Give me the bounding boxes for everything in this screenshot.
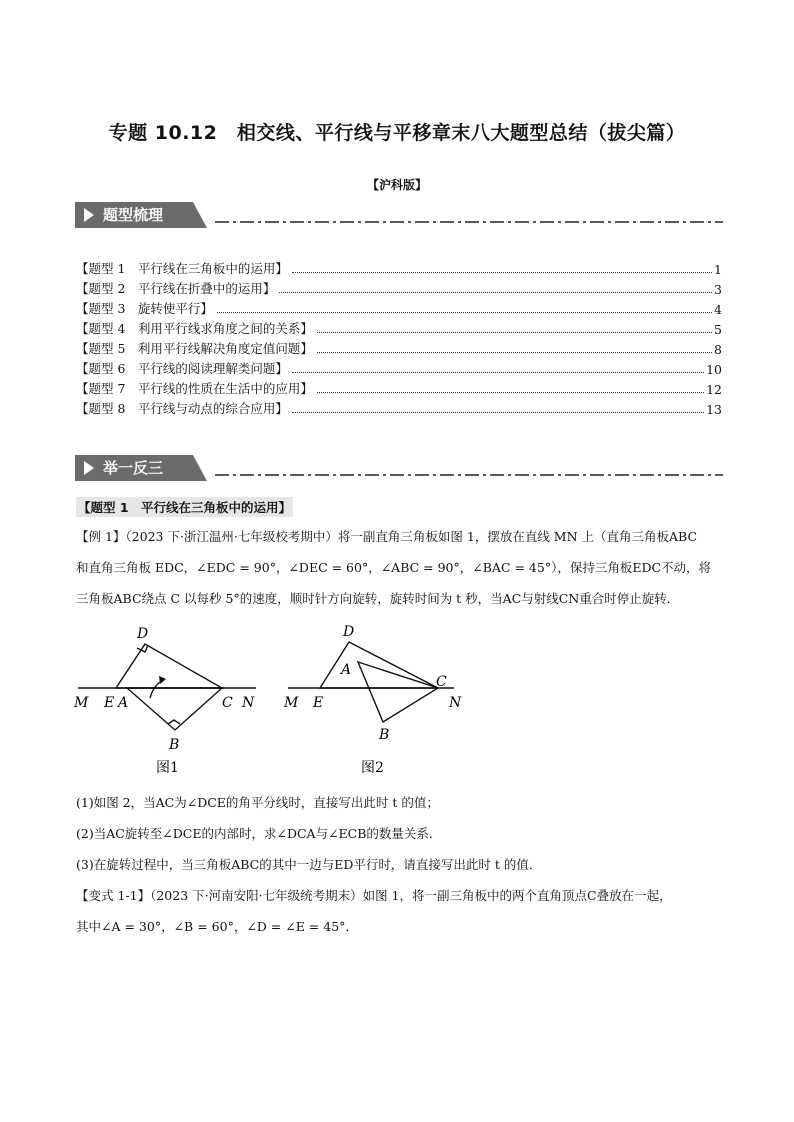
toc-entry-page: 8 [714, 342, 722, 357]
fig1-label-e: E [104, 695, 115, 711]
geometry-figures [70, 618, 490, 783]
toc-leader [292, 412, 704, 413]
figure-1 [78, 644, 256, 730]
toc-entry[interactable] [76, 297, 722, 317]
toc-entry-label: 【题型 1 平行线在三角板中的运用】 [76, 261, 288, 276]
fig1-label-m: M [74, 695, 89, 711]
fig1-label-b: B [169, 737, 180, 753]
rotation-arrow [150, 680, 164, 698]
right-angle-mark-b [168, 720, 180, 724]
example-text [76, 521, 726, 614]
fig2-label-b: B [379, 727, 390, 743]
fig2-label-e: E [313, 695, 324, 711]
toc-entry-page: 1 [714, 262, 722, 277]
questions [76, 787, 726, 942]
toc-entry-page: 4 [714, 302, 722, 317]
toc-leader [317, 392, 704, 393]
section-header-toc [75, 200, 725, 230]
toc-entry-page: 13 [706, 402, 722, 417]
triangle-abc [127, 688, 222, 730]
figure-1-caption: 图1 [156, 760, 179, 776]
section-header-graphic [75, 200, 725, 230]
edition-label: 【沪科版】 [366, 178, 427, 192]
question-1: (1)如图 2，当AC为∠DCE的角平分线时，直接写出此时 t 的值； [76, 795, 439, 810]
question-2: (2)当AC旋转至∠DCE的内部时，求∠DCA与∠ECB的数量关系． [76, 826, 442, 841]
toc-leader [317, 332, 712, 333]
toc-entry[interactable] [76, 277, 722, 297]
fig2-label-d: D [343, 624, 355, 640]
text-line: 【例 1】（2023 下·浙江温州·七年级校考期中）将一副直角三角板如图 1，摆放在直线 MN 上（直角三角板ABC [76, 529, 698, 544]
toc-entry[interactable] [76, 377, 722, 397]
toc-entry[interactable] [76, 397, 722, 417]
variant-text-line: 【变式 1-1】（2023 下·河南安阳·七年级统考期末）如图 1，将一副三角板中的两个直角顶点C叠放在一起， [76, 888, 672, 903]
toc-entry-label: 【题型 5 利用平行线解决角度定值问题】 [76, 341, 313, 356]
toc-entry-label: 【题型 8 平行线与动点的综合应用】 [76, 401, 288, 416]
toc-entry-page: 5 [714, 322, 722, 337]
toc-leader [279, 292, 712, 293]
triangle-abc [358, 662, 438, 722]
toc-entry-label: 【题型 4 利用平行线求角度之间的关系】 [76, 321, 313, 336]
toc-entry-page: 12 [706, 382, 722, 397]
figure-2-caption: 图2 [361, 760, 384, 776]
fig2-label-a: A [341, 662, 352, 678]
rotation-arrow-head [159, 676, 166, 684]
text-line: 和直角三角板 EDC，∠EDC = 90°，∠DEC = 60°，∠ABC = 90°，∠BAC = 45°），保持三角板EDC不动，将 [76, 560, 712, 575]
toc-leader [292, 372, 704, 373]
variant-text-line: 其中∠A = 30°，∠B = 60°，∠D = ∠E = 45°． [76, 919, 358, 934]
fig1-label-a: A [118, 695, 129, 711]
section-title: 题型梳理 [103, 206, 164, 224]
toc-leader [317, 352, 712, 353]
toc-entry[interactable] [76, 317, 722, 337]
play-arrow-icon [84, 208, 94, 222]
table-of-contents [76, 257, 722, 417]
toc-entry[interactable] [76, 357, 722, 377]
section-title: 举一反三 [103, 459, 164, 477]
fig2-label-n: N [449, 695, 462, 711]
toc-entry-label: 【题型 7 平行线的性质在生活中的应用】 [76, 381, 313, 396]
section-header-practice [75, 453, 725, 483]
question-3: (3)在旋转过程中，当三角板ABC的其中一边与ED平行时，请直接写出此时 t 的值． [76, 857, 542, 872]
toc-entry-label: 【题型 2 平行线在折叠中的运用】 [76, 281, 276, 296]
fig2-label-c: C [436, 674, 447, 690]
toc-leader [217, 312, 712, 313]
section-header-graphic [75, 453, 725, 483]
toc-entry-page: 10 [706, 362, 722, 377]
triangle-edc [116, 644, 222, 688]
topic-heading: 【题型 1 平行线在三角板中的运用】 [76, 497, 293, 517]
toc-entry-label: 【题型 3 旋转使平行】 [76, 301, 213, 316]
toc-entry[interactable] [76, 257, 722, 277]
fig2-label-m: M [284, 695, 299, 711]
toc-entry-page: 3 [714, 282, 722, 297]
text-line: 三角板ABC绕点 C 以每秒 5°的速度，顺时针方向旋转，旋转时间为 t 秒，当AC与射线CN重合时停止旋转． [76, 591, 680, 606]
toc-entry[interactable] [76, 337, 722, 357]
page-title: 专题 10.12 相交线、平行线与平移章末八大题型总结（拔尖篇） [108, 122, 686, 144]
toc-leader [292, 272, 712, 273]
fig1-label-d: D [137, 626, 149, 642]
play-arrow-icon [84, 461, 94, 475]
toc-entry-label: 【题型 6 平行线的阅读理解类问题】 [76, 361, 288, 376]
triangle-edc [320, 642, 438, 688]
fig1-label-n: N [242, 695, 255, 711]
fig1-label-c: C [222, 695, 233, 711]
